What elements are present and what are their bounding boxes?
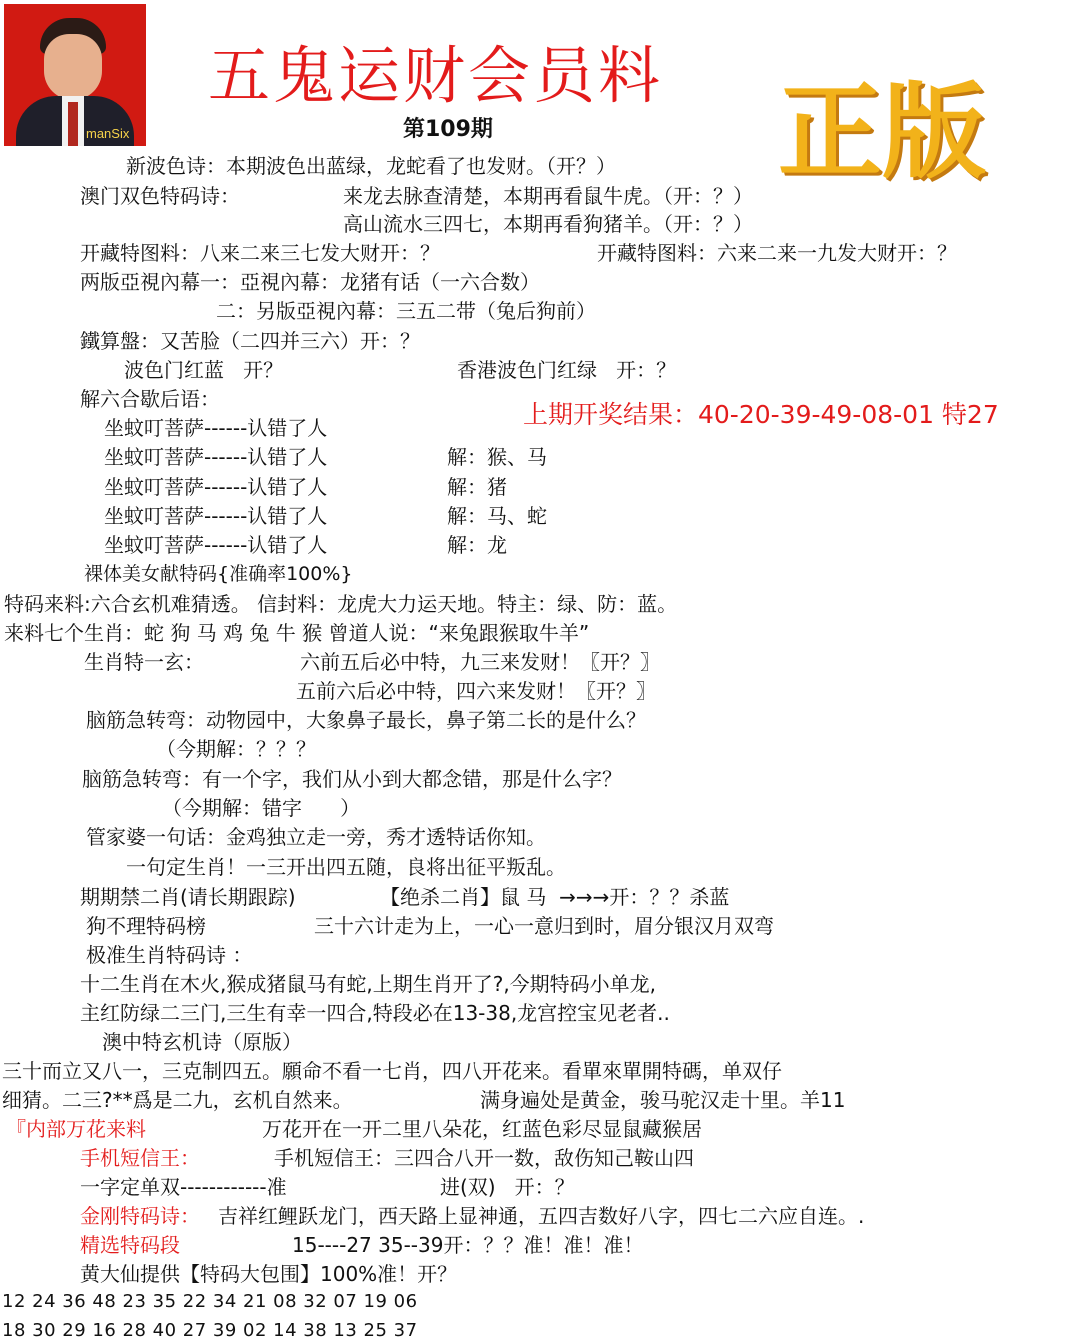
number-row-2: 18 30 29 16 28 40 27 39 02 14 38 13 25 37 <box>2 1320 418 1341</box>
banned-zodiacs-label: 期期禁二肖(请长期跟踪) <box>80 885 296 909</box>
housekeeper-saying: 管家婆一句话：金鸡独立走一旁，秀才透特话你知。 <box>86 825 546 849</box>
riddle-line: 坐蚊叮菩萨------认错了人 <box>104 504 328 528</box>
selected-range-text: 15----27 35--39开：？？准！准！准！ <box>292 1233 644 1257</box>
wave-color-poem: 新波色诗：本期波色出蓝绿，龙蛇看了也发财。（开？） <box>126 154 616 178</box>
macau-mystery-line-2: 细猜。二三?**爲是二九，玄机自然来。 <box>2 1088 353 1112</box>
riddle-line: 坐蚊叮菩萨------认错了人 <box>104 475 328 499</box>
precise-poem-label: 极准生肖特码诗 ： <box>86 943 253 967</box>
macau-poem-line-1: 来龙去脉查清楚，本期再看鼠牛虎。（开：？） <box>343 184 753 208</box>
dog-chart-poem: 三十六计走为上，一心一意归到时，眉分银汉月双弯 <box>314 914 774 938</box>
photo-face <box>44 34 102 100</box>
riddle-answer: 解：马、蛇 <box>447 504 547 528</box>
host-photo <box>4 4 146 146</box>
odd-even-answer: 进(双) 开：？ <box>440 1175 575 1199</box>
macau-poem-line-2: 高山流水三四七，本期再看狗猪羊。（开：？） <box>343 212 753 236</box>
atv-insider-1: 两版亞視內幕一：亞視內幕：龙猪有话（一六合数） <box>80 270 540 294</box>
riddle-answer: 解：猪 <box>447 475 507 499</box>
abacus-line: 鐵算盤：又苦脸（二四并三六）开：？ <box>80 329 420 353</box>
photo-caption: manSix <box>86 126 130 141</box>
vajra-poem-label: 金刚特码诗： <box>80 1204 200 1228</box>
riddle-answer: 解：龙 <box>447 533 507 557</box>
macau-mystery-line-1: 三十而立又八一，三克制四五。願命不看一七肖，四八开花来。看單來單開特碼，单双仔 <box>2 1059 782 1083</box>
photo-tie <box>68 102 78 146</box>
last-draw-result: 上期开奖结果：40-20-39-49-08-01 特27 <box>523 400 999 429</box>
number-row-1: 12 24 36 48 23 35 22 34 21 08 32 07 19 06 <box>2 1291 418 1312</box>
precise-poem-line-2: 主红防绿二三门,三生有幸一四合,特段必在13-38,龙宫控宝见老者.. <box>80 1001 670 1025</box>
macau-mystery-label: 澳中特玄机诗（原版） <box>102 1030 302 1054</box>
seven-zodiacs: 来料七个生肖：蛇 狗 马 鸡 兔 牛 猴 曾道人说：“来兔跟猴取牛羊” <box>4 621 590 645</box>
zodiac-mystery-line-1: 六前五后必中特，九三来发财！〖开？〗 <box>300 650 660 674</box>
one-line-zodiac: 一句定生肖！一三开出四五随，良将出征平叛乱。 <box>126 855 566 879</box>
brain-teaser-2-answer: （今期解：错字 ） <box>162 796 361 820</box>
sms-king-label: 手机短信王： <box>80 1146 200 1170</box>
wave-gate-left: 波色门红蓝 开？ <box>124 358 284 382</box>
authentic-badge: 正版 <box>778 70 987 193</box>
riddle-line: 坐蚊叮菩萨------认错了人 <box>104 445 328 469</box>
hidden-chart-left: 开藏特图料：八来二来三七发大财开：？ <box>80 241 440 265</box>
riddle-answer: 解：猴、马 <box>447 445 547 469</box>
brain-teaser-2: 脑筋急转弯：有一个字，我们从小到大都念错，那是什么字？ <box>82 767 622 791</box>
selected-range-label: 精选特码段 <box>80 1233 180 1257</box>
macau-mystery-line-3: 满身遍处是黄金，骏马驼汉走十里。羊11 <box>480 1088 846 1112</box>
issue-number: 第109期 <box>403 117 493 142</box>
riddle-heading: 解六合歇后语： <box>80 387 220 411</box>
zodiac-mystery-line-2: 五前六后必中特，四六来发财！〖开？〗 <box>296 679 656 703</box>
wave-gate-right: 香港波色门红绿 开：？ <box>457 358 677 382</box>
hidden-chart-right: 开藏特图料：六来二来一九发大财开：？ <box>597 241 957 265</box>
internal-flowers-label: 『内部万花来料 <box>6 1117 146 1141</box>
brain-teaser-1-answer: （今期解：？？？ <box>156 737 316 761</box>
zodiac-mystery-label: 生肖特一玄： <box>84 650 204 674</box>
brain-teaser-1: 脑筋急转弯：动物园中，大象鼻子最长，鼻子第二长的是什么？ <box>86 708 646 732</box>
riddle-line: 坐蚊叮菩萨------认错了人 <box>104 416 328 440</box>
macau-poem-label: 澳门双色特码诗： <box>80 184 240 208</box>
internal-flowers-text: 万花开在一开二里八朵花，红蓝色彩尽显鼠藏猴居 <box>262 1117 702 1141</box>
special-code-offer: 裸体美女献特码{准确率100%} <box>84 563 353 585</box>
precise-poem-line-1: 十二生肖在木火,猴成猪鼠马有蛇,上期生肖开了?,今期特码小单龙, <box>80 972 657 996</box>
odd-even-line: 一字定单双------------准 <box>80 1175 287 1199</box>
huang-daxian-offer: 黄大仙提供【特码大包围】100%准！开？ <box>80 1262 458 1286</box>
killed-zodiacs: 【绝杀二肖】鼠 马 →→→开：？？杀蓝 <box>380 885 730 909</box>
atv-insider-2: 二：另版亞視內幕：三五二带（兔后狗前） <box>216 299 596 323</box>
dog-chart-label: 狗不理特码榜 <box>86 914 206 938</box>
riddle-line: 坐蚊叮菩萨------认错了人 <box>104 533 328 557</box>
special-code-source: 特码来料:六合玄机难猜透。 信封料：龙虎大力运天地。特主：绿、防：蓝。 <box>4 592 678 616</box>
sms-king-text: 手机短信王：三四合八开一数，敌伤知己鞍山四 <box>274 1146 694 1170</box>
vajra-poem-text: 吉祥红鲤跃龙门，西天路上显神通，五四吉数好八字，四七二六应自连。. <box>218 1204 865 1228</box>
page-title: 五鬼运财会员料 <box>208 39 664 112</box>
